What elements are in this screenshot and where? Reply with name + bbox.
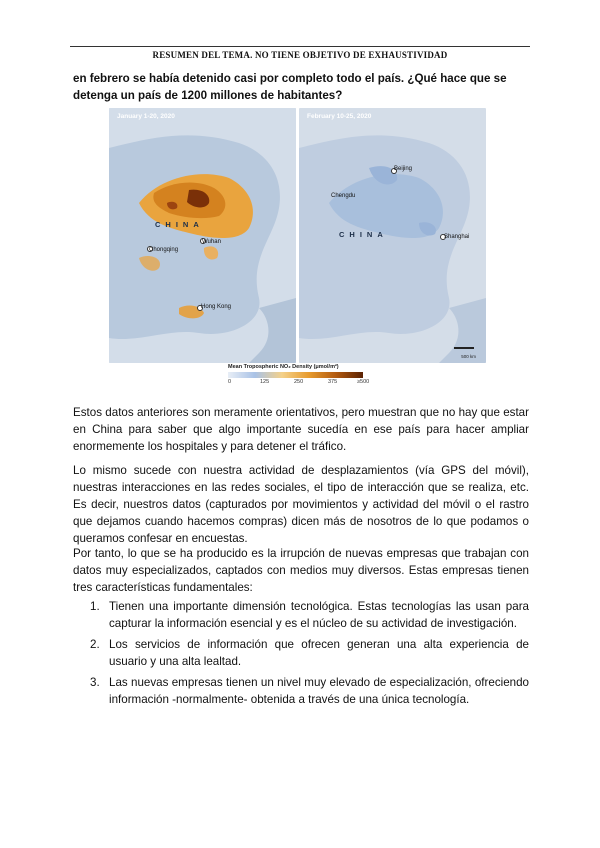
map-february-title: February 10-25, 2020 (307, 113, 372, 120)
city-label-hong-kong: Hong Kong (201, 304, 232, 310)
list-item-number: 1. (90, 600, 100, 613)
legend-tick: 250 (294, 379, 304, 385)
legend-tick: 0 (228, 379, 232, 385)
list-item-number: 2. (90, 638, 100, 651)
paragraph-2: Lo mismo sucede con nuestra actividad de desplazamientos (vía GPS del móvil), nuestras interacciones en las redes sociales, el tipo de interacción que se realiza, etc. Es decir, nuestros datos (capturados por movimientos y actividad del móvil o el rastro que dejamos cuando hacemos compras) dicen más de nosotros de lo que podamos o queramos confesar en encuestas. (73, 464, 529, 545)
paragraph-1: Estos datos anteriores son meramente orientativos, pero muestran que no hay que estar en China para saber que algo importante sucedía en ese país para hacer ampliar enormemente los hospitales y para detener el tráfico. (73, 406, 529, 453)
map-january (109, 108, 296, 363)
list-item-text: Los servicios de información que ofrecen generan una alta experiencia de usuario y una alta lealtad. (109, 638, 529, 668)
map-january-image (109, 108, 296, 363)
no2-legend (228, 364, 373, 386)
city-label-shanghai: Shanghai (444, 234, 470, 240)
map-february (299, 108, 486, 363)
legend-tick: ≥500 (357, 379, 370, 385)
list-item-text: Tienen una importante dimensión tecnológica. Estas tecnologías las usan para capturar la información esencial y es el núcleo de su actividad de investigación. (109, 600, 529, 630)
list-item-number: 3. (90, 676, 100, 689)
scale-bar (454, 347, 474, 349)
list-item-text: Las nuevas empresas tienen un nivel muy elevado de especialización, ofreciendo información -normalmente- obtenida a través de una única tecnología. (109, 676, 529, 706)
legend-title: Mean Tropospheric NO₂ Density (μmol/m²) (228, 364, 339, 370)
city-label-beijing: Beijing (394, 166, 413, 172)
legend-ticks (228, 378, 373, 386)
no2-comparison-figure (109, 108, 486, 363)
paragraph-3: Por tanto, lo que se ha producido es la irrupción de nuevas empresas que trabajan con datos muy especializados, captados con medios muy diversos. Estas empresas tienen tres características fundamentales: (73, 547, 529, 594)
scale-label: 500 km (461, 354, 476, 359)
country-label: CHINA (155, 220, 204, 229)
city-label-chengdu: Chengdu (331, 193, 356, 199)
city-label-wuhan: Wuhan (202, 239, 221, 245)
city-label-chongqing: Chongqing (149, 247, 179, 253)
intro-paragraph: en febrero se había detenido casi por completo todo el país. ¿Qué hace que se detenga un país de 1200 millones de habitantes? (73, 72, 507, 102)
legend-tick: 375 (328, 379, 338, 385)
map-january-title: January 1-20, 2020 (117, 113, 175, 120)
running-header: RESUMEN DEL TEMA. NO TIENE OBJETIVO DE EXHAUSTIVIDAD (152, 50, 448, 60)
header-rule (70, 46, 530, 47)
country-label: CHINA (339, 230, 388, 239)
legend-tick: 125 (260, 379, 270, 385)
